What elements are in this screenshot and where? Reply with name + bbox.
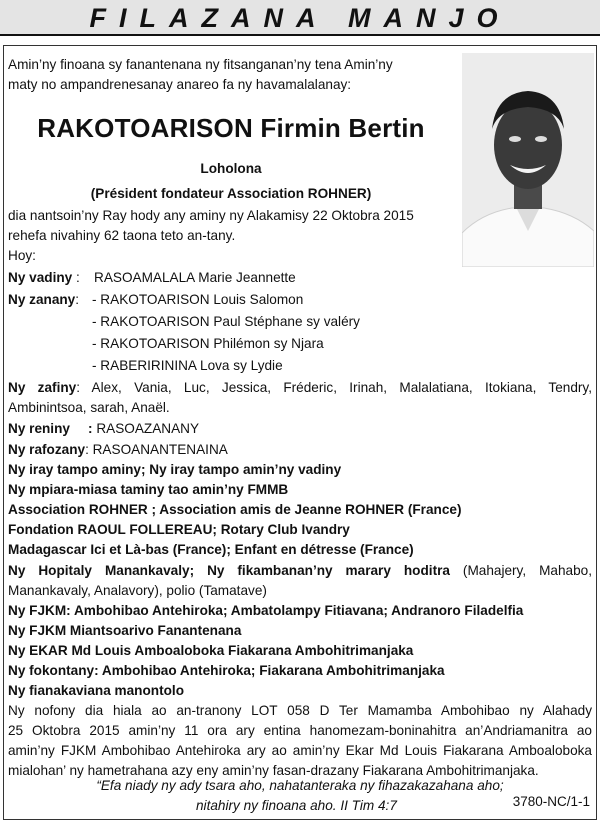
family-line: Ny iray tampo aminy; Ny iray tampo amin’ny vadiny	[8, 462, 342, 477]
child-item: - RAKOTOARISON Paul Stéphane sy valéry	[92, 314, 360, 329]
spouse-row	[8, 268, 80, 287]
church-line: Ny FJKM: Ambohibao Antehiroka; Ambatolampy Fitiavana; Andranoro Filadelfia	[8, 603, 524, 618]
deceased-title: Loholona	[200, 161, 262, 176]
family-line: Madagascar Ici et Là-bas (France); Enfant en détresse (France)	[8, 542, 414, 557]
grandchildren-list: : Alex, Vania, Luc, Jessica, Fréderic, Irinah, Malalatiana, Itokiana, Tendry,	[76, 380, 592, 395]
portrait-image	[462, 53, 594, 267]
hoy-label: Hoy:	[8, 248, 36, 263]
funeral-line: 25 Oktobra 2015 amin’ny 11 ora ary entina hanomezam-boninahitra an’Andriamanitra ao	[8, 723, 592, 738]
reference-code: 3780-NC/1-1	[512, 794, 590, 809]
mother-sep: :	[88, 421, 93, 436]
grandchildren-line-2: Ambinintsoa, sarah, Anaël.	[8, 400, 170, 415]
deceased-role: (Président fondateur Association ROHNER)	[90, 186, 372, 201]
family-line: Fondation RAOUL FOLLEREAU; Rotary Club Ivandry	[8, 522, 350, 537]
notice-title: FILAZANA MANJO	[89, 3, 511, 33]
children-label: Ny zanany	[8, 292, 76, 307]
in-laws-name: : RASOANANTENAINA	[85, 442, 228, 457]
intro-line: Amin’ny finoana sy fanantenana ny fitsanganan’ny tena Amin’ny	[8, 57, 393, 72]
children-sep: :	[75, 292, 80, 307]
hospital-rest: (Mahajery, Mahabo,	[462, 563, 592, 578]
mother-row	[8, 419, 70, 438]
church-line: Ny fianakaviana manontolo	[8, 683, 185, 698]
portrait-photo	[462, 53, 594, 267]
notice-header	[0, 0, 600, 36]
spouse-label: Ny vadiny	[8, 270, 73, 285]
mother-label: Ny reniny	[8, 421, 70, 436]
in-laws-row	[8, 440, 228, 459]
in-laws-label: Ny rafozany	[8, 442, 86, 457]
funeral-line: Ny nofony dia hiala ao an-tranony LOT 058 D Ter Mamamba Ambohibao ny Alahady	[8, 703, 592, 718]
hospital-bold: Ny Hopitaly Manankavaly; Ny fikambanan’ny marary hoditra	[8, 563, 450, 578]
mother-name: RASOAZANANY	[96, 421, 200, 436]
children-row	[8, 290, 79, 309]
hospital-line-2: Manankavaly, Analavory), polio (Tamatave)	[8, 583, 267, 598]
church-line: Ny FJKM Miantsoarivo Fanantenana	[8, 623, 242, 638]
spouse-sep: :	[76, 270, 80, 285]
funeral-line: mialohan’ ny hametrahana azy eny amin’ny fasan-drazany Fiakarana Ambohitrimanjaka.	[8, 763, 539, 778]
grandchildren-label: Ny zafiny	[8, 380, 77, 395]
death-line: dia nantsoin’ny Ray hody any aminy ny Alakamisy 22 Oktobra 2015	[8, 208, 414, 223]
family-line: Ny mpiara-miasa taminy tao amin’ny FMMB	[8, 482, 289, 497]
deceased-name: RAKOTOARISON Firmin Bertin	[37, 113, 425, 143]
hospital-line	[8, 561, 592, 580]
funeral-line: amin’ny FJKM Ambohibao Antehiroka ary ao amin’ny Ekar Md Louis Fiakarana Amboaloboka	[8, 743, 592, 758]
church-line: Ny EKAR Md Louis Amboaloboka Fiakarana Ambohitrimanjaka	[8, 643, 414, 658]
child-item: - RAKOTOARISON Louis Salomon	[92, 292, 304, 307]
death-line: rehefa nivahiny 62 taona teto an-tany.	[8, 228, 236, 243]
verse-line: nitahiry ny finoana aho. II Tim 4:7	[196, 798, 397, 813]
grandchildren-line	[8, 378, 592, 397]
family-line: Association ROHNER ; Association amis de Jeanne ROHNER (France)	[8, 502, 462, 517]
church-line: Ny fokontany: Ambohibao Antehiroka; Fiakarana Ambohitrimanjaka	[8, 663, 445, 678]
verse-line: “Efa niady ny ady tsara aho, nahatanteraka ny fihazakazahana aho;	[96, 778, 504, 793]
spouse-name: RASOAMALALA Marie Jeannette	[94, 270, 296, 285]
child-item: - RAKOTOARISON Philémon sy Njara	[92, 336, 324, 351]
child-item: - RABERIRININA Lova sy Lydie	[92, 358, 283, 373]
intro-line: maty no ampandrenesanay anareo fa ny havamalalanay:	[8, 77, 352, 92]
mother-name-row	[88, 419, 199, 438]
